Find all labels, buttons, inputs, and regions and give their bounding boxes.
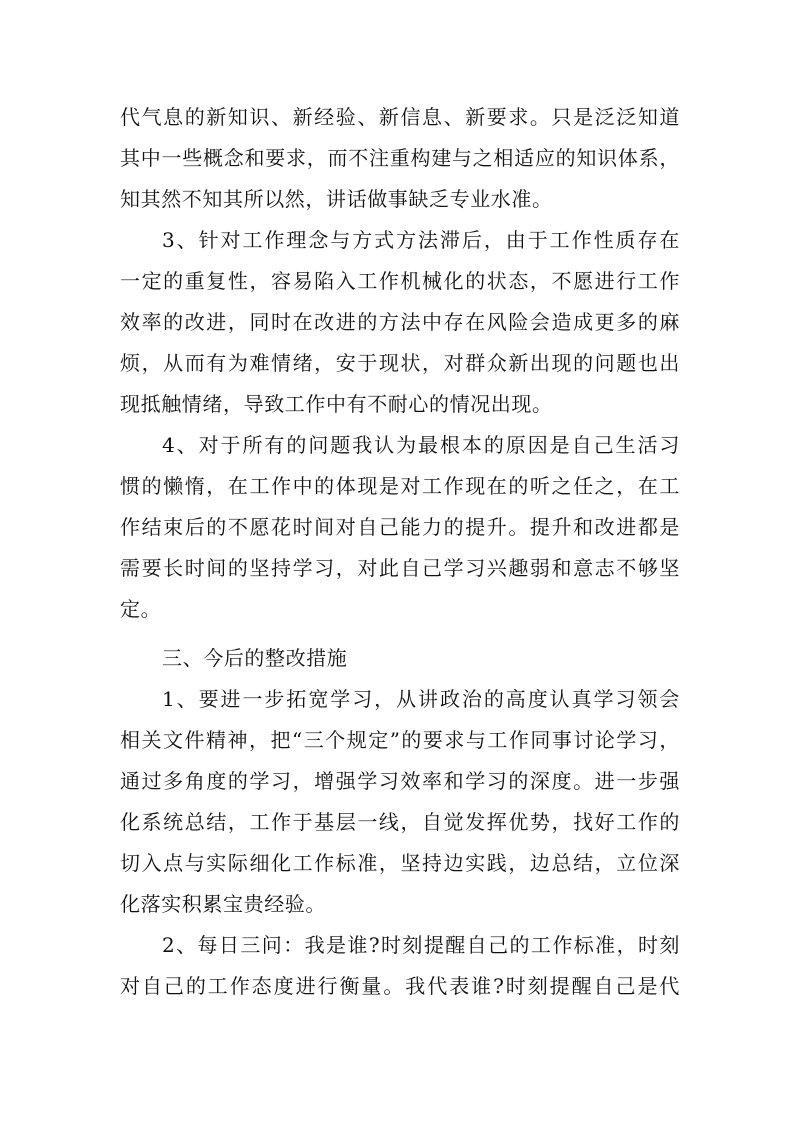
body-text-line: 切入点与实际细化工作标准，坚持边实践，边总结，立位深 — [120, 851, 680, 875]
body-text-line: 相关文件精神，把“三个规定”的要求与工作同事讨论学习， — [120, 728, 680, 752]
body-text-line: 需要长时间的坚持学习，对此自己学习兴趣弱和意志不够坚 — [120, 556, 680, 580]
body-text-line: 代气息的新知识、新经验、新信息、新要求。只是泛泛知道 — [120, 105, 680, 129]
section-heading: 三、今后的整改措施 — [162, 646, 348, 670]
body-text-line: 定。 — [120, 597, 162, 621]
body-text-line: 现抵触情绪，导致工作中有不耐心的情况出现。 — [120, 392, 553, 416]
paragraph-3-first-line: 3、针对工作理念与方式方法滞后，由于工作性质存在 — [162, 228, 680, 252]
body-text-line: 知其然不知其所以然，讲话做事缺乏专业水准。 — [120, 187, 553, 211]
paragraph-4-first-line: 4、对于所有的问题我认为最根本的原因是自己生活习 — [162, 433, 680, 457]
body-text-line: 其中一些概念和要求，而不注重构建与之相适应的知识体系， — [120, 146, 680, 170]
body-text-line: 效率的改进，同时在改进的方法中存在风险会造成更多的麻 — [120, 310, 680, 334]
body-text-line: 对自己的工作态度进行衡量。我代表谁?时刻提醒自己是代 — [120, 974, 680, 998]
measure-2-first-line: 2、每日三问：我是谁?时刻提醒自己的工作标准，时刻 — [162, 933, 680, 957]
body-text-line: 化落实积累宝贵经验。 — [120, 892, 326, 916]
body-text-line: 一定的重复性，容易陷入工作机械化的状态，不愿进行工作 — [120, 269, 680, 293]
body-text-line: 烦，从而有为难情绪，安于现状，对群众新出现的问题也出 — [120, 351, 680, 375]
body-text-line: 惯的懒惰，在工作中的体现是对工作现在的听之任之，在工 — [120, 474, 680, 498]
body-text-line: 通过多角度的学习，增强学习效率和学习的深度。进一步强 — [120, 769, 680, 793]
body-text-line: 化系统总结，工作于基层一线，自觉发挥优势，找好工作的 — [120, 810, 680, 834]
body-text-line: 作结束后的不愿花时间对自己能力的提升。提升和改进都是 — [120, 515, 680, 539]
measure-1-first-line: 1、要进一步拓宽学习，从讲政治的高度认真学习领会 — [162, 687, 680, 711]
